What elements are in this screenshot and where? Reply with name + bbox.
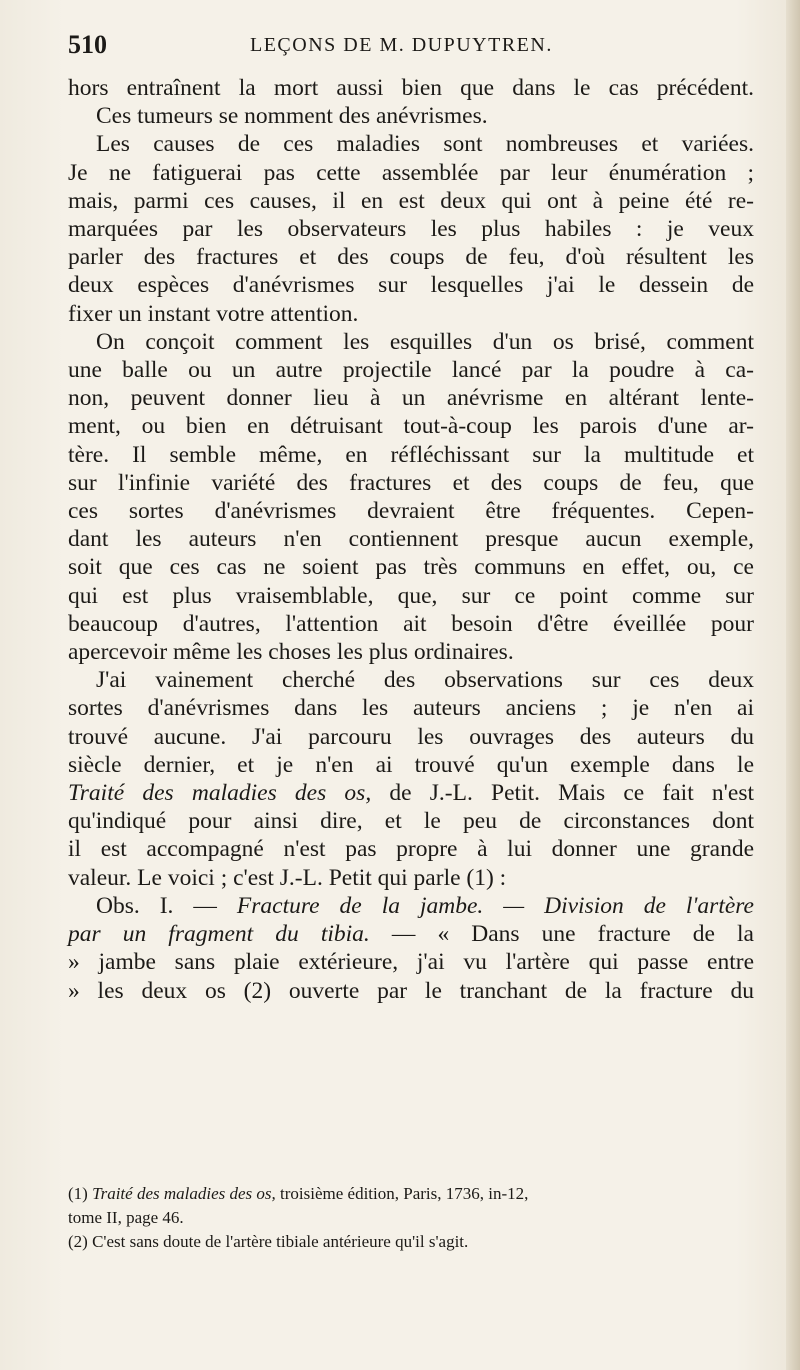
text-line: » jambe sans plaie extérieure, j'ai vu l'artère qui passe entre bbox=[68, 949, 754, 976]
text-line: J'ai vainement cherché des observations sur ces deux bbox=[96, 667, 754, 694]
footnote-text: troisième édition, Paris, 1736, in-12, bbox=[275, 1184, 529, 1203]
page-number: 510 bbox=[68, 30, 107, 59]
observation-heading bbox=[68, 892, 754, 920]
running-head: LEÇONS DE M. DUPUYTREN. bbox=[250, 34, 553, 56]
text-line: il est accompagné n'est pas propre à lui donner une grande bbox=[68, 836, 754, 863]
text-line: qu'indiqué pour ainsi dire, et le peu de circonstances dont bbox=[68, 808, 754, 835]
text-line: dant les auteurs n'en contiennent presque aucun exemple, bbox=[68, 526, 754, 553]
text-line: fixer un instant votre attention. bbox=[68, 300, 359, 327]
text-line: ces sortes d'anévrismes devraient être fréquentes. Cepen- bbox=[68, 498, 754, 525]
text-line: sur l'infinie variété des fractures et des coups de feu, que bbox=[68, 469, 754, 496]
text-line: parler des fractures et des coups de feu, d'où résultent les bbox=[68, 244, 754, 271]
text-line: mais, parmi ces causes, il en est deux qui ont à peine été re- bbox=[68, 187, 754, 214]
text-line: siècle dernier, et je n'en ai trouvé qu'un exemple dans le bbox=[68, 751, 754, 778]
text-line bbox=[68, 920, 754, 948]
text-line: Je ne fatiguerai pas cette assemblée par leur énumération ; bbox=[68, 159, 754, 186]
text-run: de J.-L. Petit. Mais ce fait n'est bbox=[371, 780, 755, 807]
observation-label: Obs. I. — bbox=[96, 892, 237, 919]
text-line: non, peuvent donner lieu à un anévrisme en altérant lente- bbox=[68, 385, 754, 412]
text-line: » les deux os (2) ouverte par le tranchant de la fracture du bbox=[68, 977, 754, 1004]
page-header bbox=[68, 30, 760, 70]
footnote-2: (2) C'est sans doute de l'artère tibiale antérieure qu'il s'agit. bbox=[68, 1232, 469, 1251]
footnotes bbox=[68, 1182, 754, 1254]
text-line: deux espèces d'anévrismes sur lesquelles j'ai le dessein de bbox=[68, 272, 754, 299]
text-line: tère. Il semble même, en réfléchissant sur la multitude et bbox=[68, 441, 754, 468]
text-line: une balle ou un autre projectile lancé par la poudre à ca- bbox=[68, 357, 754, 384]
text-line: valeur. Le voici ; c'est J.-L. Petit qui parle (1) : bbox=[68, 864, 507, 891]
text-line: marquées par les observateurs les plus habiles : je veux bbox=[68, 216, 754, 243]
footnote-1 bbox=[68, 1182, 754, 1206]
text-line: On conçoit comment les esquilles d'un os brisé, comment bbox=[96, 328, 754, 355]
book-title: Traité des maladies des os, bbox=[68, 780, 372, 807]
text-line: Les causes de ces maladies sont nombreuses et variées. bbox=[96, 131, 754, 158]
text-line: sortes d'anévrismes dans les auteurs anciens ; je n'en ai bbox=[68, 695, 754, 722]
text-line: beaucoup d'autres, l'attention ait besoin d'être éveillée pour bbox=[68, 610, 754, 637]
text-line: Ces tumeurs se nomment des anévrismes. bbox=[96, 103, 488, 130]
observation-title: Fracture de la jambe. — Division de l'artère bbox=[236, 892, 754, 919]
text-line: hors entraînent la mort aussi bien que dans le cas précédent. bbox=[68, 75, 754, 101]
footnote-1-continuation: tome II, page 46. bbox=[68, 1208, 184, 1227]
footnote-book-title: Traité des maladies des os, bbox=[92, 1184, 276, 1203]
text-line: trouvé aucune. J'ai parcouru les ouvrages des auteurs du bbox=[68, 723, 754, 750]
text-line: qui est plus vraisemblable, que, sur ce point comme sur bbox=[68, 582, 754, 609]
text-line bbox=[68, 779, 754, 807]
text-line: soit que ces cas ne soient pas très communs en effet, ou, ce bbox=[68, 554, 754, 581]
text-run: — « Dans une fracture de la bbox=[369, 921, 754, 948]
body-text bbox=[68, 74, 754, 1005]
footnote-marker: (1) bbox=[68, 1184, 93, 1203]
text-line: apercevoir même les choses les plus ordinaires. bbox=[68, 639, 514, 666]
page-edge bbox=[786, 0, 800, 1370]
text-line: ment, ou bien en détruisant tout-à-coup les parois d'une ar- bbox=[68, 413, 754, 440]
observation-title: par un fragment du tibia. bbox=[68, 921, 370, 948]
